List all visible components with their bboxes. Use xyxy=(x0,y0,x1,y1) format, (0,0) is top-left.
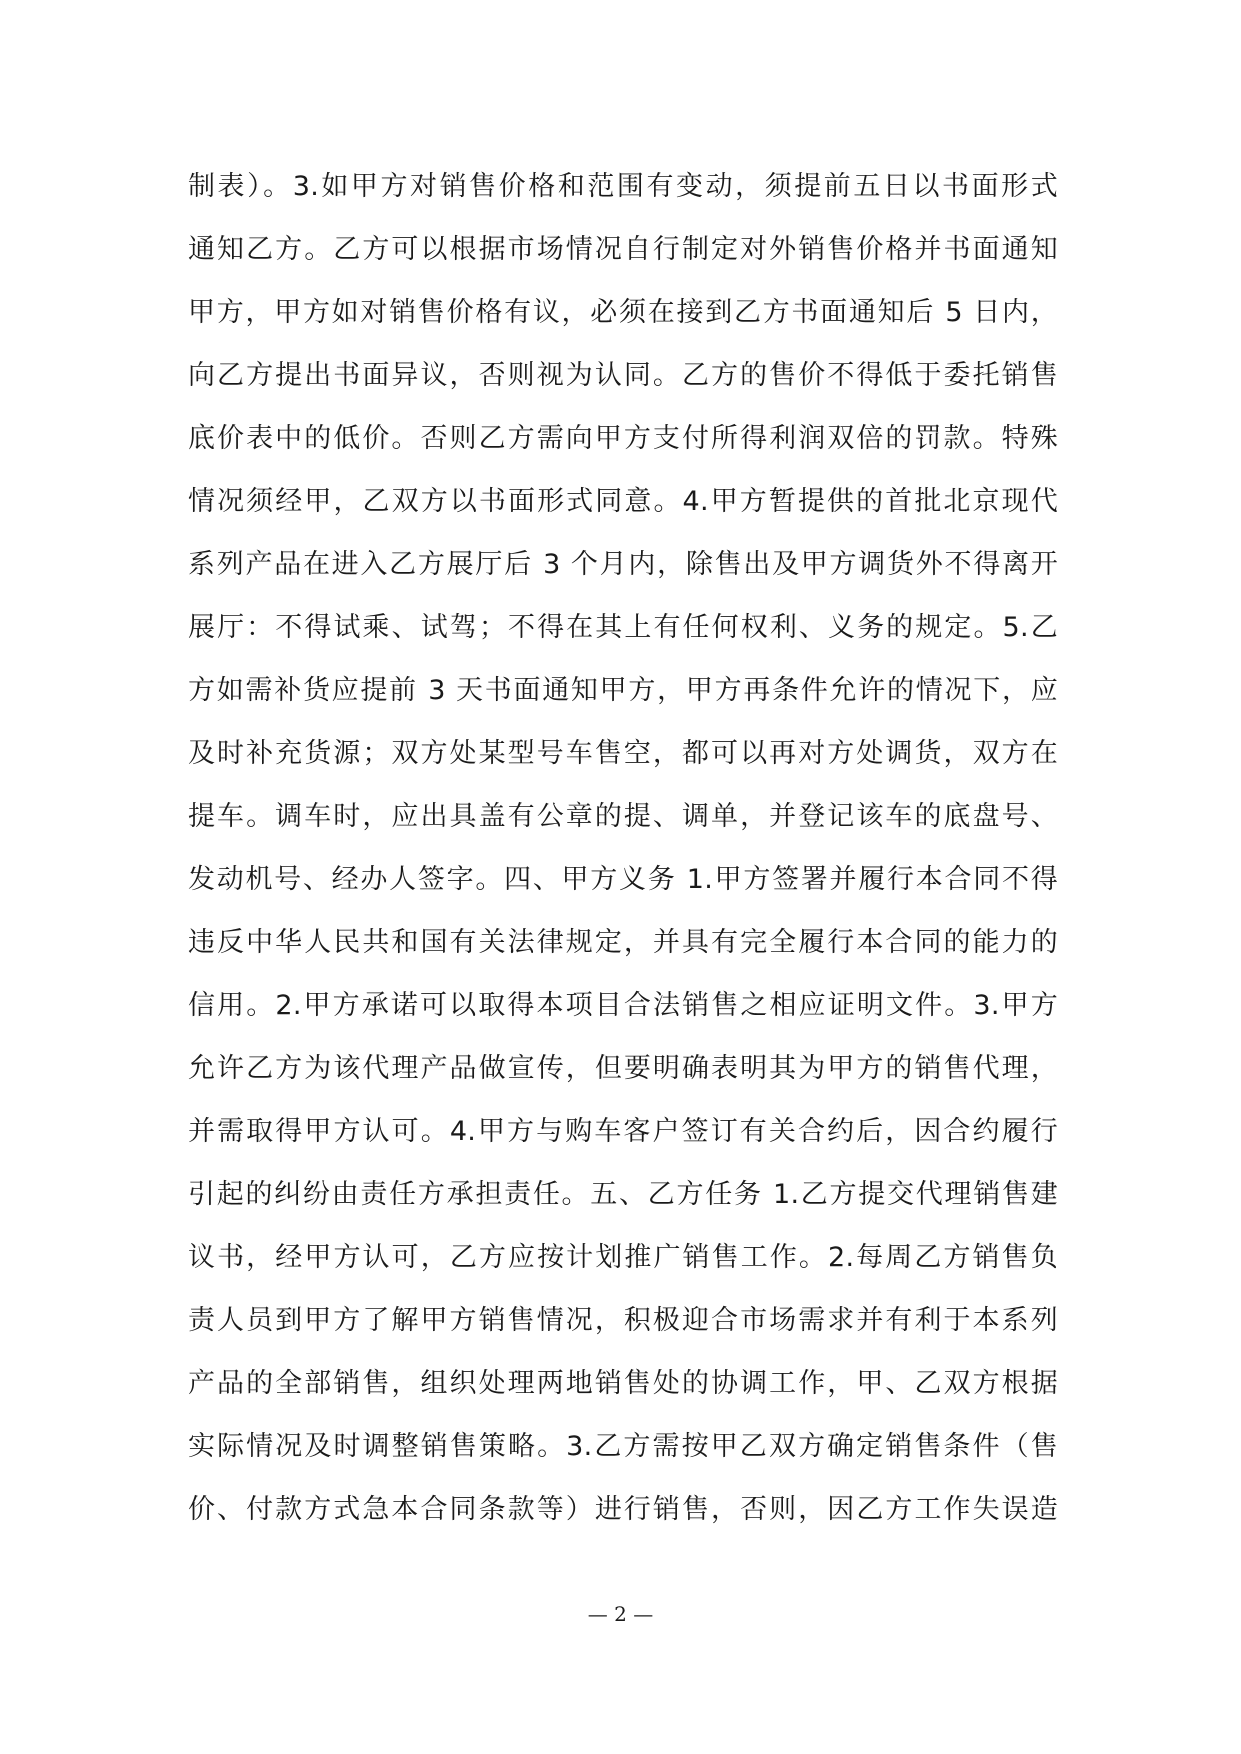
text-line: 制表）。3.如甲方对销售价格和范围有变动，须提前五日以书面形式 xyxy=(188,171,1058,202)
text-line: 议书，经甲方认可，乙方应按计划推广销售工作。2.每周乙方销售负 xyxy=(188,1242,1058,1273)
text-line: 责人员到甲方了解甲方销售情况，积极迎合市场需求并有利于本系列 xyxy=(188,1305,1058,1336)
text-line: 发动机号、经办人签字。四、甲方义务 1.甲方签署并履行本合同不得 xyxy=(188,864,1058,895)
body-text xyxy=(188,155,1058,1541)
text-line: 并需取得甲方认可。4.甲方与购车客户签订有关合约后，因合约履行 xyxy=(188,1116,1058,1147)
page-number: — 2 — xyxy=(587,1602,654,1626)
text-line: 底价表中的低价。否则乙方需向甲方支付所得利润双倍的罚款。特殊 xyxy=(188,423,1058,454)
text-line: 情况须经甲，乙双方以书面形式同意。4.甲方暂提供的首批北京现代 xyxy=(188,486,1058,517)
text-line: 及时补充货源；双方处某型号车售空，都可以再对方处调货，双方在 xyxy=(188,738,1058,769)
text-line: 方如需补货应提前 3 天书面通知甲方，甲方再条件允许的情况下，应 xyxy=(188,675,1058,706)
text-line: 系列产品在进入乙方展厅后 3 个月内，除售出及甲方调货外不得离开 xyxy=(188,549,1058,580)
text-line: 违反中华人民共和国有关法律规定，并具有完全履行本合同的能力的 xyxy=(188,927,1058,958)
text-line: 允许乙方为该代理产品做宣传，但要明确表明其为甲方的销售代理， xyxy=(188,1053,1058,1084)
text-line: 展厅：不得试乘、试驾；不得在其上有任何权利、义务的规定。5.乙 xyxy=(188,612,1058,643)
text-line: 引起的纠纷由责任方承担责任。五、乙方任务 1.乙方提交代理销售建 xyxy=(188,1179,1058,1210)
text-line: 信用。2.甲方承诺可以取得本项目合法销售之相应证明文件。3.甲方 xyxy=(188,990,1058,1021)
text-line: 实际情况及时调整销售策略。3.乙方需按甲乙双方确定销售条件（售 xyxy=(188,1431,1058,1462)
text-line: 向乙方提出书面异议，否则视为认同。乙方的售价不得低于委托销售 xyxy=(188,360,1058,391)
text-line: 产品的全部销售，组织处理两地销售处的协调工作，甲、乙双方根据 xyxy=(188,1368,1058,1399)
text-line: 甲方，甲方如对销售价格有议，必须在接到乙方书面通知后 5 日内， xyxy=(188,297,1058,328)
text-line: 提车。调车时，应出具盖有公章的提、调单，并登记该车的底盘号、 xyxy=(188,801,1058,832)
text-line: 通知乙方。乙方可以根据市场情况自行制定对外销售价格并书面通知 xyxy=(188,234,1058,265)
text-line: 价、付款方式急本合同条款等）进行销售，否则，因乙方工作失误造 xyxy=(188,1494,1058,1525)
